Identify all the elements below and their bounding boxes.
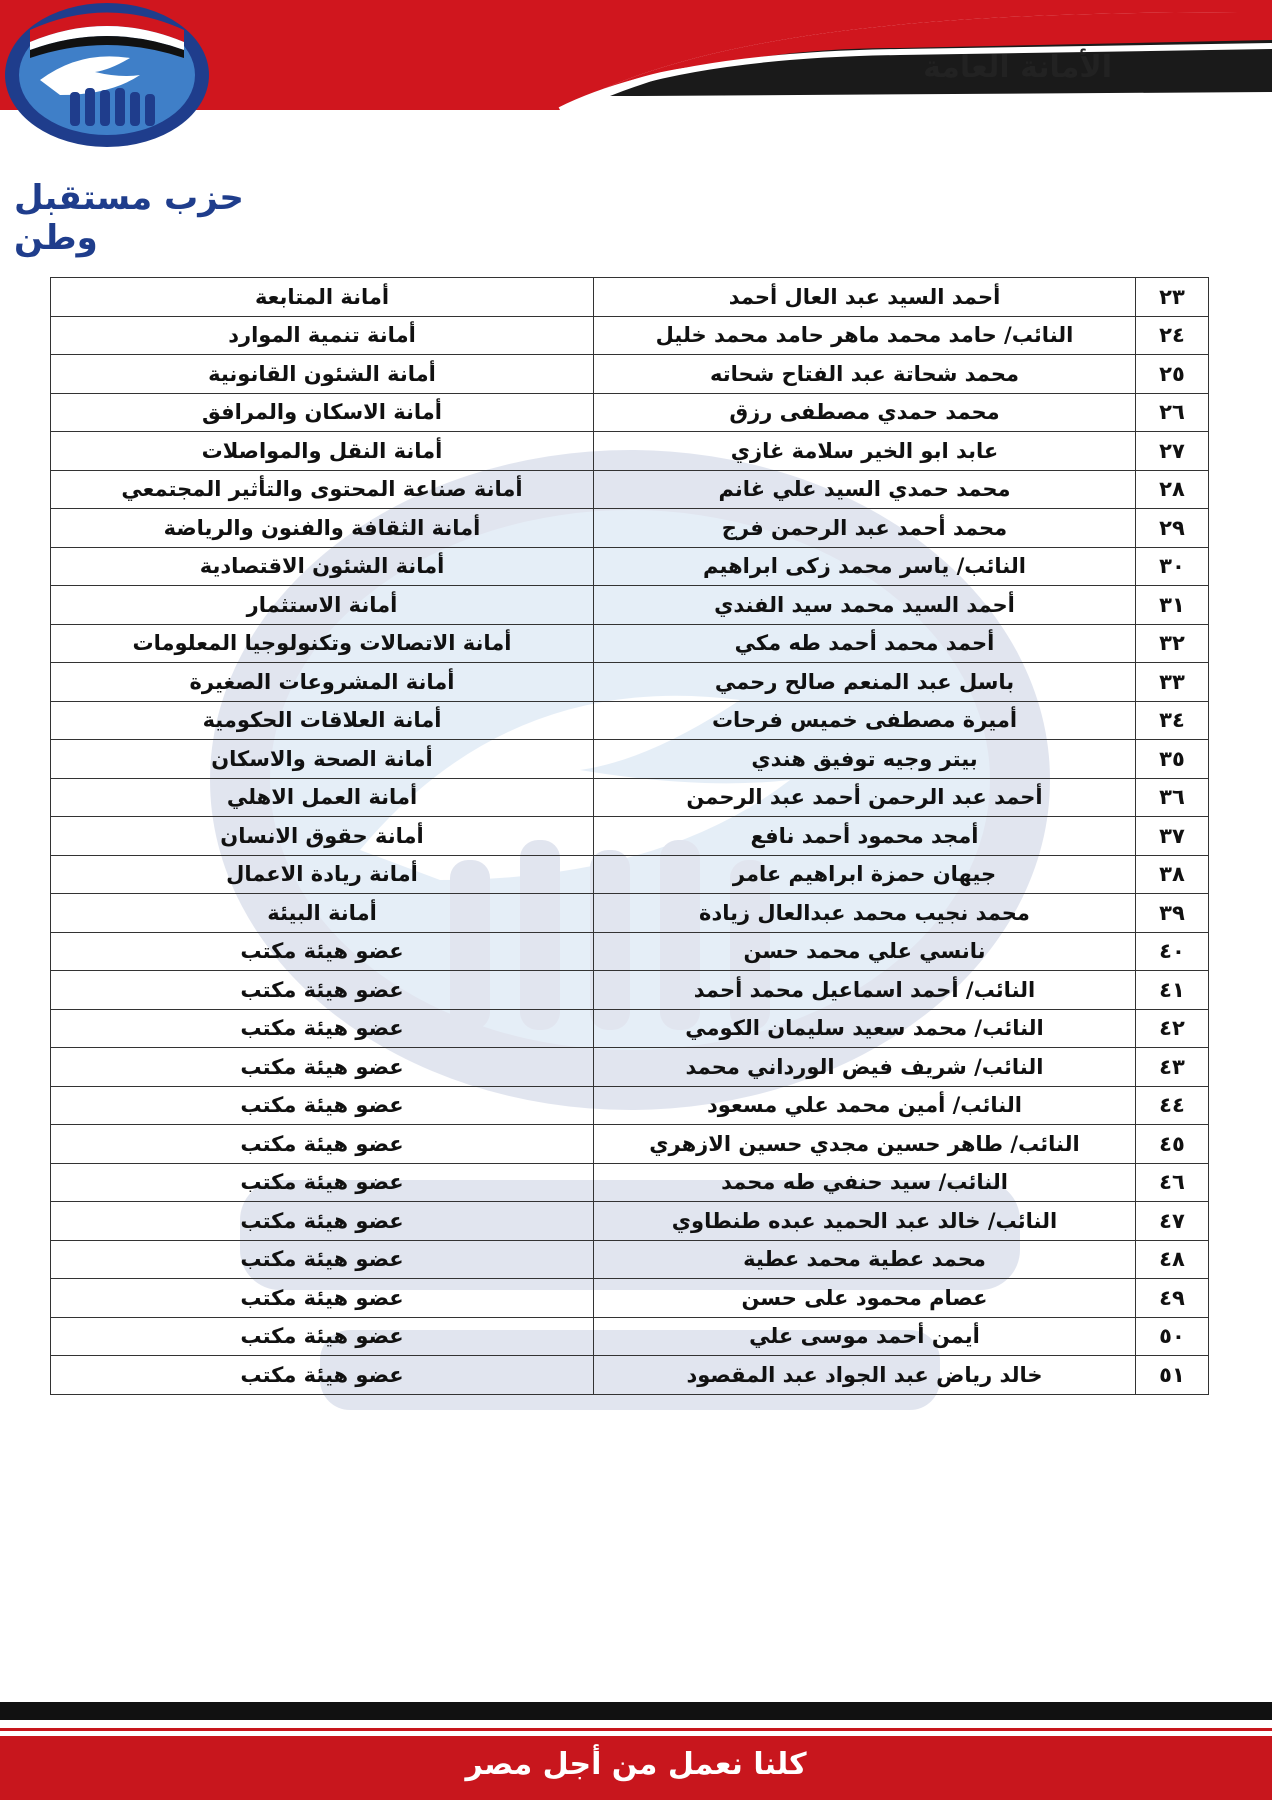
- table-row: [51, 971, 1209, 1010]
- member-name: محمد نجيب محمد عبدالعال زيادة: [594, 894, 1136, 933]
- member-name: النائب/ طاهر حسين مجدي حسين الازهري: [594, 1125, 1136, 1164]
- member-role: أمانة تنمية الموارد: [51, 316, 594, 355]
- table-row: [51, 393, 1209, 432]
- member-name: النائب/ محمد سعيد سليمان الكومي: [594, 1009, 1136, 1048]
- table-row: [51, 624, 1209, 663]
- member-role: عضو هيئة مكتب: [51, 1356, 594, 1395]
- row-number: ٢٣: [1136, 278, 1209, 317]
- table-row: [51, 1202, 1209, 1241]
- member-name: أحمد السيد عبد العال أحمد: [594, 278, 1136, 317]
- member-name: أحمد محمد أحمد طه مكي: [594, 624, 1136, 663]
- member-role: عضو هيئة مكتب: [51, 1125, 594, 1164]
- member-name: أحمد السيد محمد سيد الفندي: [594, 586, 1136, 625]
- member-role: عضو هيئة مكتب: [51, 1086, 594, 1125]
- member-role: أمانة الاسكان والمرافق: [51, 393, 594, 432]
- member-name: النائب/ شريف فيض الورداني محمد: [594, 1048, 1136, 1087]
- table-row: [51, 1009, 1209, 1048]
- row-number: ٣٨: [1136, 855, 1209, 894]
- page-title: الأمانة العامة: [923, 50, 1112, 85]
- member-role: أمانة صناعة المحتوى والتأثير المجتمعي: [51, 470, 594, 509]
- member-role: أمانة حقوق الانسان: [51, 817, 594, 856]
- row-number: ٤٦: [1136, 1163, 1209, 1202]
- row-number: ٤٥: [1136, 1125, 1209, 1164]
- member-role: أمانة المشروعات الصغيرة: [51, 663, 594, 702]
- row-number: ٢٦: [1136, 393, 1209, 432]
- member-name: باسل عبد المنعم صالح رحمي: [594, 663, 1136, 702]
- row-number: ٤٧: [1136, 1202, 1209, 1241]
- row-number: ٤٨: [1136, 1240, 1209, 1279]
- table-row: [51, 894, 1209, 933]
- row-number: ٣٧: [1136, 817, 1209, 856]
- table-row: [51, 701, 1209, 740]
- table-row: [51, 1317, 1209, 1356]
- member-name: عصام محمود على حسن: [594, 1279, 1136, 1318]
- member-name: النائب/ ياسر محمد زكى ابراهيم: [594, 547, 1136, 586]
- member-role: عضو هيئة مكتب: [51, 971, 594, 1010]
- member-role: عضو هيئة مكتب: [51, 1009, 594, 1048]
- table-row: [51, 432, 1209, 471]
- members-table-body: [51, 278, 1209, 1395]
- row-number: ٣٦: [1136, 778, 1209, 817]
- row-number: ٤٩: [1136, 1279, 1209, 1318]
- footer-slogan: كلنا نعمل من أجل مصر: [465, 1747, 807, 1782]
- member-name: أمجد محمود أحمد نافع: [594, 817, 1136, 856]
- row-number: ٣٠: [1136, 547, 1209, 586]
- row-number: ٢٩: [1136, 509, 1209, 548]
- member-role: عضو هيئة مكتب: [51, 1202, 594, 1241]
- member-role: أمانة الشئون القانونية: [51, 355, 594, 394]
- table-row: [51, 355, 1209, 394]
- member-role: عضو هيئة مكتب: [51, 932, 594, 971]
- row-number: ٤٣: [1136, 1048, 1209, 1087]
- member-role: أمانة الاتصالات وتكنولوجيا المعلومات: [51, 624, 594, 663]
- table-row: [51, 932, 1209, 971]
- member-role: عضو هيئة مكتب: [51, 1048, 594, 1087]
- member-role: أمانة الاستثمار: [51, 586, 594, 625]
- row-number: ٢٧: [1136, 432, 1209, 471]
- member-role: أمانة العلاقات الحكومية: [51, 701, 594, 740]
- member-name: محمد شحاتة عبد الفتاح شحاته: [594, 355, 1136, 394]
- table-row: [51, 663, 1209, 702]
- table-row: [51, 316, 1209, 355]
- member-name: جيهان حمزة ابراهيم عامر: [594, 855, 1136, 894]
- member-role: أمانة العمل الاهلي: [51, 778, 594, 817]
- row-number: ٥١: [1136, 1356, 1209, 1395]
- row-number: ٢٤: [1136, 316, 1209, 355]
- member-name: عابد ابو الخير سلامة غازي: [594, 432, 1136, 471]
- member-name: النائب/ خالد عبد الحميد عبده طنطاوي: [594, 1202, 1136, 1241]
- table-row: [51, 470, 1209, 509]
- member-name: أميرة مصطفى خميس فرحات: [594, 701, 1136, 740]
- table-row: [51, 1240, 1209, 1279]
- table-row: [51, 1125, 1209, 1164]
- table-row: [51, 1279, 1209, 1318]
- table-row: [51, 1356, 1209, 1395]
- party-logo-emblem: [0, 0, 215, 150]
- member-role: أمانة الصحة والاسكان: [51, 740, 594, 779]
- member-name: النائب/ أحمد اسماعيل محمد أحمد: [594, 971, 1136, 1010]
- member-role: أمانة المتابعة: [51, 278, 594, 317]
- page-header: [0, 0, 1272, 258]
- member-name: محمد عطية محمد عطية: [594, 1240, 1136, 1279]
- table-row: [51, 278, 1209, 317]
- member-role: عضو هيئة مكتب: [51, 1163, 594, 1202]
- row-number: ٣٣: [1136, 663, 1209, 702]
- member-name: النائب/ حامد محمد ماهر حامد محمد خليل: [594, 316, 1136, 355]
- member-role: أمانة الثقافة والفنون والرياضة: [51, 509, 594, 548]
- member-name: بيتر وجيه توفيق هندي: [594, 740, 1136, 779]
- row-number: ٣١: [1136, 586, 1209, 625]
- row-number: ٤١: [1136, 971, 1209, 1010]
- footer-red-line: [0, 1728, 1272, 1731]
- row-number: ٤٤: [1136, 1086, 1209, 1125]
- member-role: أمانة الشئون الاقتصادية: [51, 547, 594, 586]
- member-role: عضو هيئة مكتب: [51, 1240, 594, 1279]
- member-role: أمانة البيئة: [51, 894, 594, 933]
- member-name: خالد رياض عبد الجواد عبد المقصود: [594, 1356, 1136, 1395]
- table-row: [51, 817, 1209, 856]
- members-table: [50, 277, 1209, 1395]
- table-row: [51, 740, 1209, 779]
- member-name: محمد حمدي مصطفى رزق: [594, 393, 1136, 432]
- table-row: [51, 1086, 1209, 1125]
- table-row: [51, 509, 1209, 548]
- member-name: أحمد عبد الرحمن أحمد عبد الرحمن: [594, 778, 1136, 817]
- member-name: نانسي علي محمد حسن: [594, 932, 1136, 971]
- row-number: ٣٤: [1136, 701, 1209, 740]
- table-row: [51, 586, 1209, 625]
- row-number: ٢٨: [1136, 470, 1209, 509]
- member-name: أيمن أحمد موسى علي: [594, 1317, 1136, 1356]
- member-name: النائب/ أمين محمد علي مسعود: [594, 1086, 1136, 1125]
- row-number: ٣٢: [1136, 624, 1209, 663]
- member-role: عضو هيئة مكتب: [51, 1317, 594, 1356]
- member-name: النائب/ سيد حنفي طه محمد: [594, 1163, 1136, 1202]
- row-number: ٤٢: [1136, 1009, 1209, 1048]
- footer-black-band: [0, 1702, 1272, 1720]
- table-row: [51, 855, 1209, 894]
- member-role: عضو هيئة مكتب: [51, 1279, 594, 1318]
- row-number: ٥٠: [1136, 1317, 1209, 1356]
- table-row: [51, 1048, 1209, 1087]
- row-number: ٣٩: [1136, 894, 1209, 933]
- table-row: [51, 778, 1209, 817]
- member-name: محمد أحمد عبد الرحمن فرج: [594, 509, 1136, 548]
- table-row: [51, 1163, 1209, 1202]
- member-role: أمانة ريادة الاعمال: [51, 855, 594, 894]
- brand-name: حزب مستقبل وطن: [14, 178, 244, 258]
- row-number: ٢٥: [1136, 355, 1209, 394]
- member-name: محمد حمدي السيد علي غانم: [594, 470, 1136, 509]
- row-number: ٤٠: [1136, 932, 1209, 971]
- table-row: [51, 547, 1209, 586]
- member-role: أمانة النقل والمواصلات: [51, 432, 594, 471]
- row-number: ٣٥: [1136, 740, 1209, 779]
